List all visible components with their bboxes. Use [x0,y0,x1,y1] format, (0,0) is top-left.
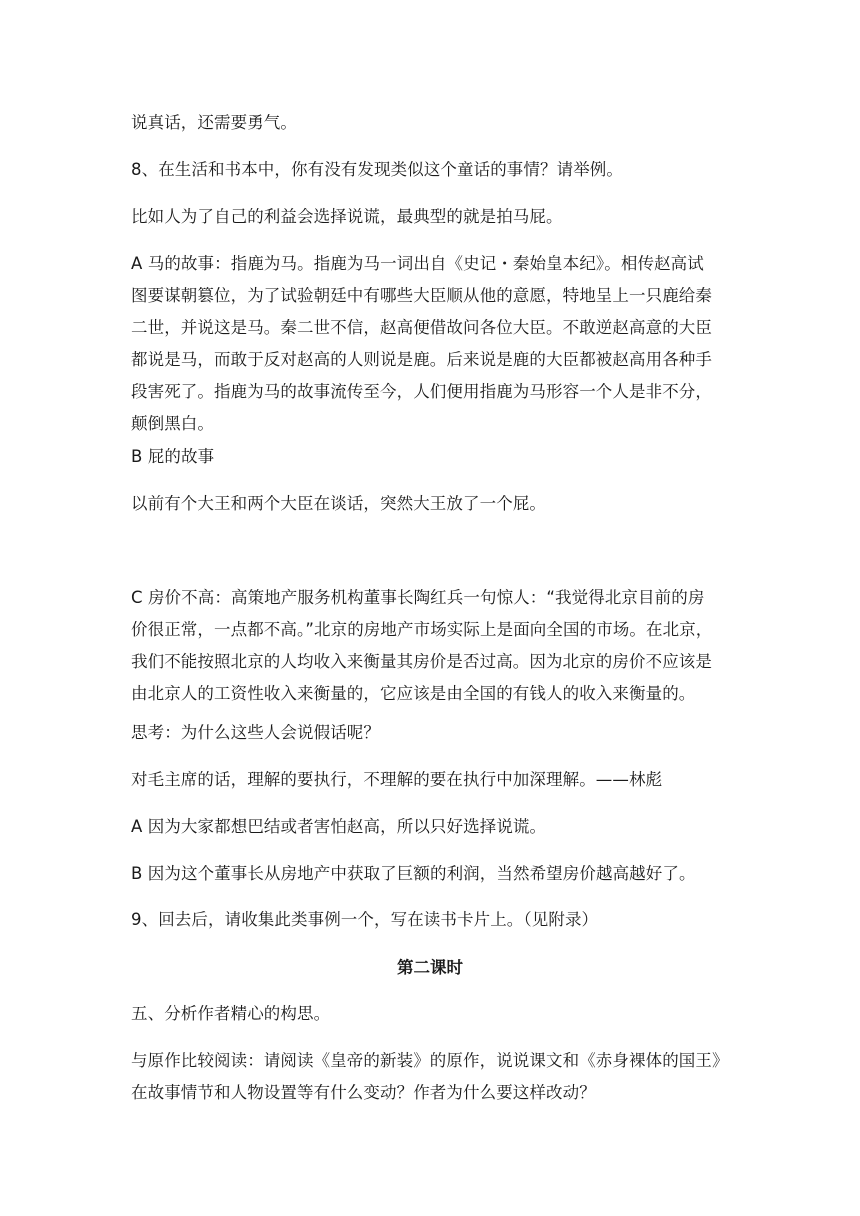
answer-b: B 因为这个董事长从房地产中获取了巨额的利润，当然希望房价越高越好了。 [131,864,696,883]
section-heading: 第二课时 [397,958,463,977]
text-line: 比如人为了自己的利益会选择说谎，最典型的就是拍马屁。 [131,207,563,226]
question-8: 8、在生活和书本中，你有没有发现类似这个童话的事情？请举例。 [131,160,623,179]
story-b-title: B 屁的故事 [131,447,215,466]
thinking-question: 思考：为什么这些人会说假话呢？ [131,723,380,742]
text-line: 说真话，还需要勇气。 [131,113,297,132]
question-9: 9、回去后，请收集此类事例一个，写在读书卡片上。（见附录） [131,910,599,929]
story-a-line: 颠倒黑白。 [131,414,214,433]
story-a-line: A 马的故事：指鹿为马。指鹿为马一词出自《史记・秦始皇本纪》。相传赵高试 [131,254,704,273]
story-c-line: 我们不能按照北京的人均收入来衡量其房价是否过高。因为北京的房价不应该是 [131,652,712,671]
answer-a: A 因为大家都想巴结或者害怕赵高，所以只好选择说谎。 [131,817,547,836]
story-a-line: 都说是马，而敢于反对赵高的人则说是鹿。后来说是鹿的大臣都被赵高用各种手 [131,350,712,369]
story-a-line: 段害死了。指鹿为马的故事流传至今，人们便用指鹿为马形容一个人是非不分， [131,382,712,401]
story-a-line: 二世，并说这是马。秦二世不信，赵高便借故问各位大臣。不敢逆赵高意的大臣 [131,318,712,337]
story-c-line: C 房价不高：高策地产服务机构董事长陶红兵一句惊人：“我觉得北京目前的房 [131,588,705,607]
quote-line: 对毛主席的话，理解的要执行，不理解的要在执行中加深理解。——林彪 [131,770,663,789]
story-b-line: 以前有个大王和两个大臣在谈话，突然大王放了一个屁。 [131,494,546,513]
section-five-title: 五、分析作者精心的构思。 [131,1004,331,1023]
story-c-line: 由北京人的工资性收入来衡量的，它应该是由全国的有钱人的收入来衡量的。 [131,684,696,703]
comparison-line: 与原作比较阅读：请阅读《皇帝的新装》的原作，说说课文和《赤身裸体的国王》 [131,1051,729,1070]
story-c-line: 价很正常，一点都不高。”北京的房地产市场实际上是面向全国的市场。在北京， [131,620,713,639]
story-a-line: 图要谋朝篡位，为了试验朝廷中有哪些大臣顺从他的意愿，特地呈上一只鹿给秦 [131,286,712,305]
comparison-line: 在故事情节和人物设置等有什么变动？作者为什么要这样改动？ [131,1083,596,1102]
